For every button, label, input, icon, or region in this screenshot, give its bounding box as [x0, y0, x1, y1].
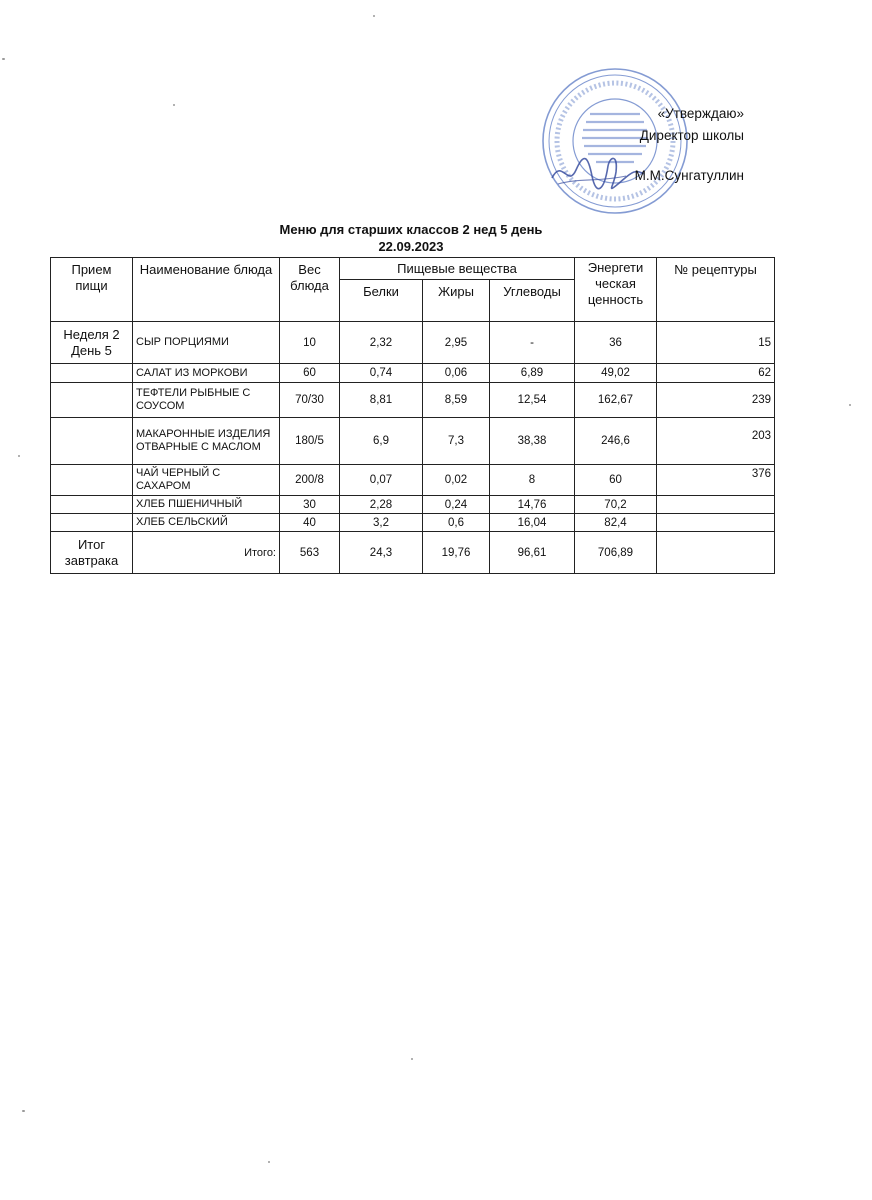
dish-name: ХЛЕБ СЕЛЬСКИЙ	[133, 514, 280, 532]
dish-energy: 60	[575, 465, 657, 496]
dish-weight: 200/8	[280, 465, 340, 496]
meal-cell-empty	[51, 514, 133, 532]
dish-recipe: 376	[657, 465, 775, 496]
dish-weight: 30	[280, 496, 340, 514]
header-dish: Наименование блюда	[133, 258, 280, 322]
scan-speck	[268, 1161, 270, 1163]
table-row	[51, 465, 775, 496]
table-header-row	[51, 258, 775, 280]
scan-speck	[2, 58, 5, 60]
header-energy: Энергети ческая ценность	[575, 258, 657, 322]
header-meal: Прием пищи	[51, 258, 133, 322]
dish-carbs: 16,04	[490, 514, 575, 532]
dish-weight: 180/5	[280, 418, 340, 465]
scan-speck	[411, 1058, 413, 1060]
director-signature	[548, 148, 648, 198]
table-row	[51, 322, 775, 364]
scan-speck	[22, 1110, 25, 1112]
dish-name: САЛАТ ИЗ МОРКОВИ	[133, 364, 280, 383]
meal-cell-empty	[51, 418, 133, 465]
total-carbs: 96,61	[490, 532, 575, 574]
dish-protein: 0,74	[340, 364, 423, 383]
scan-speck	[849, 404, 851, 406]
dish-energy: 36	[575, 322, 657, 364]
dish-energy: 49,02	[575, 364, 657, 383]
scan-speck	[18, 455, 20, 457]
dish-energy: 162,67	[575, 383, 657, 418]
dish-protein: 2,28	[340, 496, 423, 514]
dish-carbs: 14,76	[490, 496, 575, 514]
approval-block	[635, 103, 744, 187]
meal-cell-empty	[51, 496, 133, 514]
scan-speck	[173, 104, 175, 106]
meal-label: Неделя 2 День 5	[51, 322, 133, 364]
header-carbs: Углеводы	[490, 280, 575, 322]
header-recipe: № рецептуры	[657, 258, 775, 322]
dish-energy: 82,4	[575, 514, 657, 532]
dish-name: ЧАЙ ЧЕРНЫЙ С САХАРОМ	[133, 465, 280, 496]
dish-weight: 70/30	[280, 383, 340, 418]
menu-date: 22.09.2023	[378, 239, 444, 254]
dish-name: МАКАРОННЫЕ ИЗДЕЛИЯ ОТВАРНЫЕ С МАСЛОМ	[133, 418, 280, 465]
total-fat: 19,76	[423, 532, 490, 574]
dish-protein: 3,2	[340, 514, 423, 532]
header-fat: Жиры	[423, 280, 490, 322]
dish-recipe: 239	[657, 383, 775, 418]
table-row	[51, 383, 775, 418]
total-protein: 24,3	[340, 532, 423, 574]
approval-director-name: М.М.Сунгатуллин	[634, 168, 744, 183]
dish-carbs: 12,54	[490, 383, 575, 418]
dish-fat: 0,06	[423, 364, 490, 383]
header-weight: Вес блюда	[280, 258, 340, 322]
dish-carbs: 38,38	[490, 418, 575, 465]
table-row	[51, 418, 775, 465]
menu-table	[50, 257, 775, 574]
total-energy: 706,89	[575, 532, 657, 574]
dish-protein: 2,32	[340, 322, 423, 364]
table-row	[51, 514, 775, 532]
approval-position: Директор школы	[639, 128, 744, 143]
dish-recipe: 62	[657, 364, 775, 383]
dish-weight: 40	[280, 514, 340, 532]
table-total-row	[51, 532, 775, 574]
dish-recipe	[657, 496, 775, 514]
dish-recipe: 15	[657, 322, 775, 364]
scan-speck	[373, 15, 375, 17]
dish-carbs: 8	[490, 465, 575, 496]
dish-protein: 8,81	[340, 383, 423, 418]
total-weight: 563	[280, 532, 340, 574]
dish-fat: 2,95	[423, 322, 490, 364]
dish-recipe	[657, 514, 775, 532]
dish-carbs: -	[490, 322, 575, 364]
total-recipe	[657, 532, 775, 574]
meal-cell-empty	[51, 383, 133, 418]
dish-fat: 0,02	[423, 465, 490, 496]
dish-fat: 8,59	[423, 383, 490, 418]
dish-weight: 10	[280, 322, 340, 364]
dish-fat: 0,24	[423, 496, 490, 514]
approval-heading: «Утверждаю»	[657, 106, 744, 121]
dish-energy: 70,2	[575, 496, 657, 514]
total-label: Итого:	[133, 532, 280, 574]
dish-energy: 246,6	[575, 418, 657, 465]
dish-protein: 0,07	[340, 465, 423, 496]
dish-fat: 7,3	[423, 418, 490, 465]
table-row	[51, 496, 775, 514]
table-row	[51, 364, 775, 383]
total-meal-label: Итог завтрака	[51, 532, 133, 574]
header-protein: Белки	[340, 280, 423, 322]
meal-cell-empty	[51, 364, 133, 383]
dish-name: ХЛЕБ ПШЕНИЧНЫЙ	[133, 496, 280, 514]
header-nutrients: Пищевые вещества	[340, 258, 575, 280]
meal-cell-empty	[51, 465, 133, 496]
dish-name: ТЕФТЕЛИ РЫБНЫЕ С СОУСОМ	[133, 383, 280, 418]
dish-protein: 6,9	[340, 418, 423, 465]
menu-title-text: Меню для старших классов 2 нед 5 день	[279, 222, 543, 237]
dish-carbs: 6,89	[490, 364, 575, 383]
dish-recipe: 203	[657, 418, 775, 465]
dish-name: СЫР ПОРЦИЯМИ	[133, 322, 280, 364]
dish-weight: 60	[280, 364, 340, 383]
dish-fat: 0,6	[423, 514, 490, 532]
menu-title	[0, 221, 822, 255]
